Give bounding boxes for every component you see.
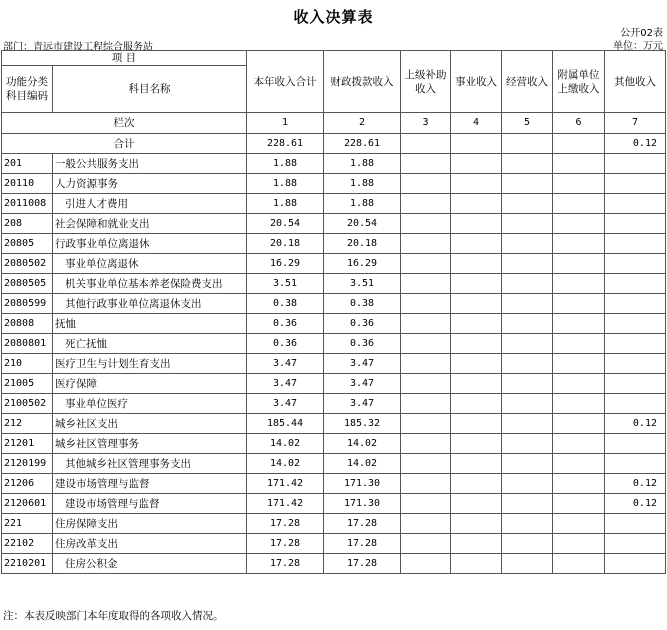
value-cell: [401, 434, 451, 454]
value-cell: [553, 334, 605, 354]
func-code-cell: 210: [2, 354, 53, 374]
value-cell: [553, 354, 605, 374]
value-cell: 14.02: [324, 454, 401, 474]
value-cell: [502, 474, 553, 494]
func-code-cell: 2100502: [2, 394, 53, 414]
value-cell: 0.36: [247, 314, 324, 334]
value-cell: [401, 334, 451, 354]
value-cell: [605, 154, 666, 174]
col-header: [553, 51, 605, 113]
value-cell: [401, 374, 451, 394]
value-cell: [553, 514, 605, 534]
func-code-cell: 20805: [2, 234, 53, 254]
subject-name-cell: 其他行政事业单位离退休支出: [53, 294, 247, 314]
value-cell: [502, 334, 553, 354]
value-cell: 3.51: [324, 274, 401, 294]
table-row: [2, 314, 666, 334]
table-row: [2, 354, 666, 374]
value-cell: 14.02: [247, 434, 324, 454]
subject-name-cell: 一般公共服务支出: [53, 154, 247, 174]
col-header-line: 附属单位: [557, 68, 600, 81]
value-cell: [605, 514, 666, 534]
table-row: [2, 294, 666, 314]
value-cell: 17.28: [247, 554, 324, 574]
value-cell: [451, 294, 502, 314]
col-header: 本年收入合计: [247, 51, 324, 113]
value-cell: 3.47: [247, 394, 324, 414]
func-code-cell: 20110: [2, 174, 53, 194]
value-cell: 14.02: [324, 434, 401, 454]
value-cell: 185.44: [247, 414, 324, 434]
col-header: 其他收入: [605, 51, 666, 113]
value-cell: [401, 274, 451, 294]
value-cell: [502, 414, 553, 434]
value-cell: 185.32: [324, 414, 401, 434]
func-code-cell: 2120199: [2, 454, 53, 474]
value-cell: 1.88: [324, 154, 401, 174]
col-header-line: 上缴收入: [557, 82, 600, 95]
value-cell: [451, 314, 502, 334]
value-cell: 17.28: [324, 554, 401, 574]
subject-name-cell: 死亡抚恤: [53, 334, 247, 354]
header-line: 科目编码: [6, 90, 48, 102]
table-row: [2, 234, 666, 254]
value-cell: [451, 494, 502, 514]
value-cell: [605, 274, 666, 294]
value-cell: 3.47: [247, 354, 324, 374]
col-number: 3: [401, 113, 451, 134]
unit-label: 单位：万元: [613, 41, 663, 52]
table-row: [2, 154, 666, 174]
total-value: [401, 134, 451, 154]
subject-name-cell: 建设市场管理与监督: [53, 494, 247, 514]
value-cell: 3.47: [324, 354, 401, 374]
value-cell: [502, 294, 553, 314]
value-cell: [502, 314, 553, 334]
value-cell: 0.38: [324, 294, 401, 314]
value-cell: [401, 254, 451, 274]
subject-name-cell: 引进人才费用: [53, 194, 247, 214]
value-cell: [451, 334, 502, 354]
value-cell: [553, 294, 605, 314]
department-label: 部门：青远市建设工程综合服务站: [3, 42, 153, 53]
value-cell: 3.47: [324, 394, 401, 414]
total-value: [502, 134, 553, 154]
value-cell: [553, 434, 605, 454]
form-number: 公开02表: [620, 28, 663, 39]
value-cell: [605, 234, 666, 254]
header-line: 功能分类: [6, 76, 48, 88]
value-cell: [553, 534, 605, 554]
value-cell: [451, 534, 502, 554]
value-cell: [553, 374, 605, 394]
value-cell: 171.30: [324, 494, 401, 514]
col-header: 经营收入: [502, 51, 553, 113]
func-code-cell: 2011008: [2, 194, 53, 214]
value-cell: [553, 174, 605, 194]
value-cell: [401, 154, 451, 174]
col-header-line: 收入: [415, 82, 436, 95]
value-cell: [401, 514, 451, 534]
table-row: [2, 534, 666, 554]
value-cell: [451, 214, 502, 234]
value-cell: 1.88: [247, 154, 324, 174]
value-cell: [553, 214, 605, 234]
func-code-cell: 2080502: [2, 254, 53, 274]
value-cell: [553, 194, 605, 214]
value-cell: [605, 334, 666, 354]
value-cell: [401, 174, 451, 194]
subject-name-cell: 医疗卫生与计划生育支出: [53, 354, 247, 374]
table-row: [2, 454, 666, 474]
value-cell: 1.88: [247, 194, 324, 214]
value-cell: [502, 454, 553, 474]
func-code-cell: 212: [2, 414, 53, 434]
func-code-cell: 2080505: [2, 274, 53, 294]
value-cell: [502, 214, 553, 234]
col-number: 7: [605, 113, 666, 134]
value-cell: [605, 294, 666, 314]
value-cell: 171.42: [247, 474, 324, 494]
func-code-cell: 21206: [2, 474, 53, 494]
value-cell: [451, 174, 502, 194]
value-cell: 16.29: [247, 254, 324, 274]
total-value: [553, 134, 605, 154]
table-row: [2, 214, 666, 234]
col-header: [401, 51, 451, 113]
subject-name-cell: 机关事业单位基本养老保险费支出: [53, 274, 247, 294]
func-code-cell: 2080801: [2, 334, 53, 354]
total-value: 228.61: [324, 134, 401, 154]
subject-name-cell: 住房保障支出: [53, 514, 247, 534]
value-cell: [553, 414, 605, 434]
value-cell: [605, 194, 666, 214]
value-cell: [401, 494, 451, 514]
subject-name-cell: 住房改革支出: [53, 534, 247, 554]
value-cell: [401, 314, 451, 334]
subject-name-cell: 医疗保障: [53, 374, 247, 394]
value-cell: [605, 314, 666, 334]
value-cell: [502, 354, 553, 374]
value-cell: 1.88: [324, 194, 401, 214]
value-cell: [451, 474, 502, 494]
value-cell: [553, 394, 605, 414]
value-cell: [401, 534, 451, 554]
table-row: [2, 514, 666, 534]
value-cell: 20.54: [247, 214, 324, 234]
subject-name-cell: 城乡社区管理事务: [53, 434, 247, 454]
table-row: [2, 394, 666, 414]
col-row-label: 栏次: [2, 113, 247, 134]
subject-name-header: 科目名称: [53, 66, 247, 113]
value-cell: 17.28: [247, 534, 324, 554]
value-cell: [401, 294, 451, 314]
value-cell: [451, 194, 502, 214]
col-number: 6: [553, 113, 605, 134]
table-row: [2, 434, 666, 454]
value-cell: [451, 514, 502, 534]
value-cell: 20.54: [324, 214, 401, 234]
value-cell: 17.28: [247, 514, 324, 534]
value-cell: [605, 454, 666, 474]
value-cell: [401, 454, 451, 474]
col-header-line: 上级补助: [404, 68, 447, 81]
value-cell: 20.18: [324, 234, 401, 254]
value-cell: [553, 254, 605, 274]
value-cell: [605, 214, 666, 234]
value-cell: [451, 154, 502, 174]
project-header: 项 目: [2, 51, 247, 66]
value-cell: [553, 314, 605, 334]
value-cell: [451, 234, 502, 254]
func-code-cell: 20808: [2, 314, 53, 334]
value-cell: [502, 274, 553, 294]
value-cell: 3.47: [324, 374, 401, 394]
func-code-cell: 21005: [2, 374, 53, 394]
subject-name-cell: 城乡社区支出: [53, 414, 247, 434]
value-cell: 1.88: [247, 174, 324, 194]
value-cell: 1.88: [324, 174, 401, 194]
value-cell: [401, 474, 451, 494]
value-cell: [502, 154, 553, 174]
value-cell: [605, 554, 666, 574]
value-cell: [451, 354, 502, 374]
value-cell: 17.28: [324, 514, 401, 534]
value-cell: [605, 534, 666, 554]
subject-name-cell: 行政事业单位离退休: [53, 234, 247, 254]
value-cell: [401, 394, 451, 414]
value-cell: [605, 394, 666, 414]
subject-name-cell: 事业单位离退休: [53, 254, 247, 274]
subject-name-cell: 建设市场管理与监督: [53, 474, 247, 494]
table-row: [2, 474, 666, 494]
subject-name-cell: 抚恤: [53, 314, 247, 334]
table-row: [2, 274, 666, 294]
value-cell: [605, 354, 666, 374]
value-cell: [451, 274, 502, 294]
value-cell: 0.38: [247, 294, 324, 314]
value-cell: [451, 434, 502, 454]
value-cell: [401, 214, 451, 234]
value-cell: [605, 434, 666, 454]
value-cell: 3.47: [247, 374, 324, 394]
income-table: [1, 50, 666, 574]
value-cell: [553, 474, 605, 494]
value-cell: [451, 414, 502, 434]
value-cell: 14.02: [247, 454, 324, 474]
table-row: [2, 194, 666, 214]
value-cell: [451, 394, 502, 414]
total-value: 0.12: [605, 134, 666, 154]
table-row: [2, 254, 666, 274]
value-cell: 171.42: [247, 494, 324, 514]
table-row: [2, 554, 666, 574]
total-label: 合计: [2, 134, 247, 154]
value-cell: [502, 374, 553, 394]
value-cell: 20.18: [247, 234, 324, 254]
col-header: 事业收入: [451, 51, 502, 113]
value-cell: [502, 254, 553, 274]
total-value: 228.61: [247, 134, 324, 154]
func-code-cell: 208: [2, 214, 53, 234]
value-cell: [605, 254, 666, 274]
col-number: 5: [502, 113, 553, 134]
value-cell: [502, 194, 553, 214]
value-cell: 3.51: [247, 274, 324, 294]
subject-name-cell: 人力资源事务: [53, 174, 247, 194]
value-cell: 0.36: [324, 334, 401, 354]
func-code-cell: 2120601: [2, 494, 53, 514]
value-cell: [553, 234, 605, 254]
value-cell: [502, 514, 553, 534]
table-row: [2, 174, 666, 194]
value-cell: [451, 554, 502, 574]
subject-name-cell: 其他城乡社区管理事务支出: [53, 454, 247, 474]
col-number: 4: [451, 113, 502, 134]
value-cell: 0.12: [605, 494, 666, 514]
func-code-cell: 201: [2, 154, 53, 174]
value-cell: [502, 174, 553, 194]
value-cell: [401, 194, 451, 214]
value-cell: [502, 394, 553, 414]
table-row: [2, 334, 666, 354]
value-cell: [553, 454, 605, 474]
func-code-cell: 2210201: [2, 554, 53, 574]
value-cell: [451, 374, 502, 394]
total-value: [451, 134, 502, 154]
value-cell: [502, 434, 553, 454]
value-cell: 0.12: [605, 414, 666, 434]
func-code-header: [2, 66, 53, 113]
value-cell: [401, 354, 451, 374]
report-title: 收入决算表: [293, 8, 374, 26]
value-cell: [553, 494, 605, 514]
func-code-cell: 21201: [2, 434, 53, 454]
value-cell: 171.30: [324, 474, 401, 494]
value-cell: [605, 174, 666, 194]
table-row: [2, 494, 666, 514]
value-cell: 0.36: [247, 334, 324, 354]
value-cell: [605, 374, 666, 394]
total-row: [2, 134, 666, 154]
col-number: 2: [324, 113, 401, 134]
subject-name-cell: 事业单位医疗: [53, 394, 247, 414]
value-cell: 16.29: [324, 254, 401, 274]
subject-name-cell: 住房公积金: [53, 554, 247, 574]
table-row: [2, 414, 666, 434]
func-code-cell: 22102: [2, 534, 53, 554]
value-cell: [502, 234, 553, 254]
value-cell: [502, 494, 553, 514]
value-cell: [401, 234, 451, 254]
value-cell: [553, 154, 605, 174]
table-row: [2, 374, 666, 394]
value-cell: [502, 534, 553, 554]
subject-name-cell: 社会保障和就业支出: [53, 214, 247, 234]
func-code-cell: 2080599: [2, 294, 53, 314]
value-cell: [401, 554, 451, 574]
value-cell: [451, 254, 502, 274]
value-cell: 0.12: [605, 474, 666, 494]
value-cell: 17.28: [324, 534, 401, 554]
value-cell: [553, 274, 605, 294]
value-cell: [401, 414, 451, 434]
value-cell: [553, 554, 605, 574]
footnote: 注：本表反映部门本年度取得的各项收入情况。: [3, 610, 224, 622]
value-cell: 0.36: [324, 314, 401, 334]
col-number: 1: [247, 113, 324, 134]
func-code-cell: 221: [2, 514, 53, 534]
value-cell: [451, 454, 502, 474]
col-header: 财政拨款收入: [324, 51, 401, 113]
value-cell: [502, 554, 553, 574]
